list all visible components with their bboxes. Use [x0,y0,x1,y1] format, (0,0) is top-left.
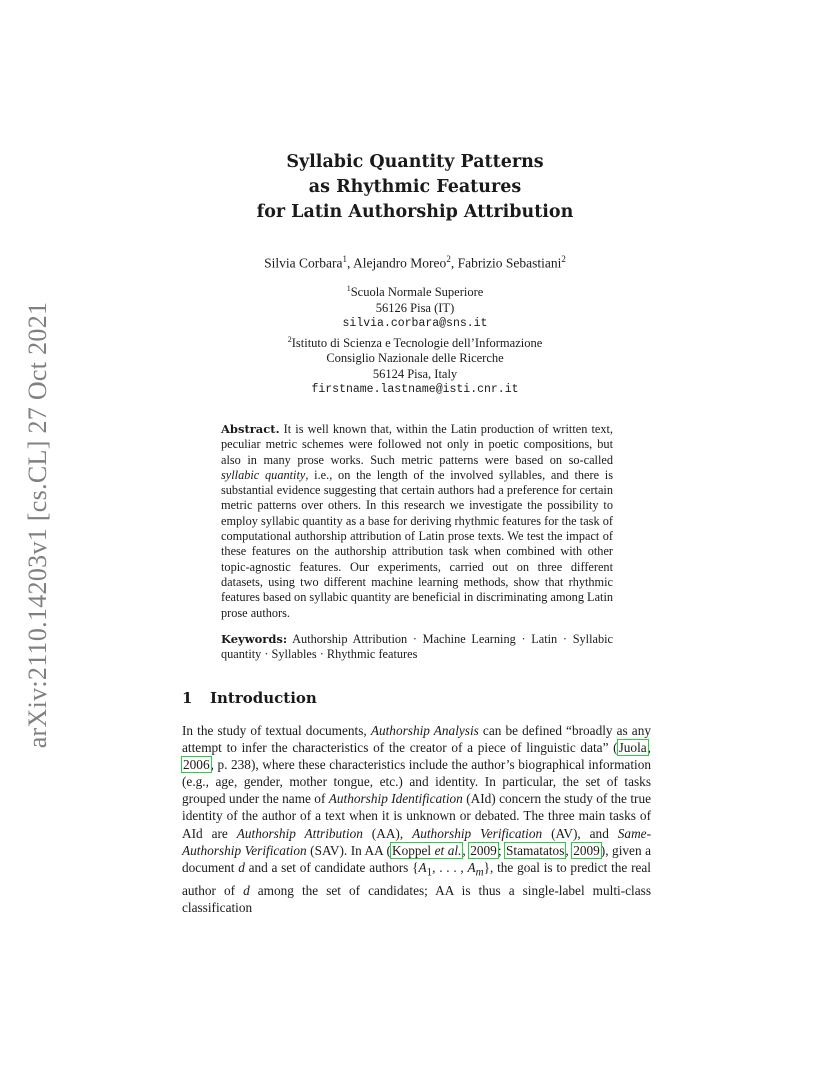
author-name: Fabrizio Sebastiani [457,255,562,271]
author-affiliation-mark: 1 [342,254,347,264]
abstract [221,422,613,621]
arxiv-stamp-text: arXiv:2110.14203v1 [cs.CL] 27 Oct 2021 [23,301,52,749]
title-line-3: for Latin Authorship Attribution [256,202,574,222]
term-authorship-identification: Authorship Identification [328,791,463,807]
abstract-text: It is well known that, within the Latin production of written text, peculiar metric schemes were followed not only in poetic compositions, but also in many prose works. Such metric patterns were based on so-called [221,422,613,467]
affiliation-1-city: 56126 Pisa (IT) [375,300,455,315]
term-same-authorship-verification: Same-Authorship Verification [182,825,651,858]
term-authorship-verification: Authorship Verification [412,825,543,841]
author-separator: , [450,255,458,271]
term-authorship-attribution: Authorship Attribution [236,825,363,841]
author-affiliation-mark: 2 [561,254,566,264]
affiliation-2-email[interactable]: firstname.lastname@isti.cnr.it [311,383,519,397]
keywords-text: Authorship Attribution · Machine Learning · Latin · Syllabic quantity · Syllables · Rhythmic features [221,632,613,662]
citation-koppel-year[interactable]: 2009 [470,842,497,858]
paper-title [150,150,680,225]
term-authorship-analysis: Authorship Analysis [370,723,479,738]
introduction-paragraph: In the study of textual documents, Authorship Analysis can be defined “broadly as any attempt to infer the characteristics of the creator of a piece of linguistic data” (Juola, 2006, p. 238), where these characteristics include the author’s biographical information (e.g., age, gender, mother tongue, etc.) and identity. In particular, the set of tasks grouped under the name of Authorship Identification (AId) concern the study of the true identity of the author of a text when it is unknown or debated. The three main tasks of AId are Authorship Attribution (AA), Authorship Verification (AV), and Same-Authorship Verification (SAV). In AA (Koppel et al., 2009; Stamatatos, 2009), given a document d and a set of candidate authors {$A_1$, . . . , $A_m$}, the goal is to predict the real author of d among the set of candidates; AA is thus a single-label multi-class classification [182,723,652,915]
affiliation-1-name: $^1$Scuola Normale Superiore [346,284,484,300]
affiliation-1-email[interactable]: silvia.corbara@sns.it [342,317,488,331]
section-number: 1 [182,689,193,707]
keywords-label: Keywords: [221,632,288,646]
affiliation-2-name: $^2$Istituto di Scienza e Tecnologie dell’Informazione [287,334,543,350]
abstract-text: , i.e., on the length of the involved syllables, and there is substantial evidence suggesting that certain authors had a preference for certain metric patterns over others. In this research we investigate the possibility to employ syllabic quantity as a base for deriving rhythmic features for the task of computational authorship attribution of Latin prose texts. We test the impact of these features on the authorship attribution task when combined with other topic-agnostic features. Our experiments, carried out on three different datasets, using two different machine learning methods, show that rhythmic features based on syllabic quantity are beneficial in discriminating among Latin prose authors. [221,467,614,620]
citation-juola-author[interactable]: Juola [618,740,647,756]
author-separator: , [346,255,353,271]
title-line-2: as Rhythmic Features [308,177,522,197]
affiliation-2-city: 56124 Pisa, Italy [372,366,458,381]
math-a: A [418,859,427,875]
math-d: d [238,859,245,875]
citation-juola-year[interactable]: 2006 [183,757,210,773]
abstract-italic-term: syllabic quantity [221,467,306,482]
affiliations [150,281,680,398]
author-name: Alejandro Moreo [352,255,447,271]
citation-stamatatos-year[interactable]: 2009 [573,842,600,858]
section-title: Introduction [210,689,317,707]
citation-stamatatos-author[interactable]: Stamatatos [506,842,565,858]
affiliation-2-org: Consiglio Nazionale delle Ricerche [326,351,504,366]
arxiv-identifier-stamp [18,290,58,760]
author-list [150,254,680,272]
author-affiliation-mark: 2 [446,254,451,264]
author-name: Silvia Corbara [264,255,343,271]
abstract-label: Abstract. [221,422,280,436]
keywords [221,632,613,663]
math-a: A [467,859,476,875]
section-heading [182,689,317,707]
citation-koppel-author[interactable]: Koppel et al. [391,842,462,858]
math-d: d [243,882,250,898]
title-line-1: Syllabic Quantity Patterns [286,152,544,172]
